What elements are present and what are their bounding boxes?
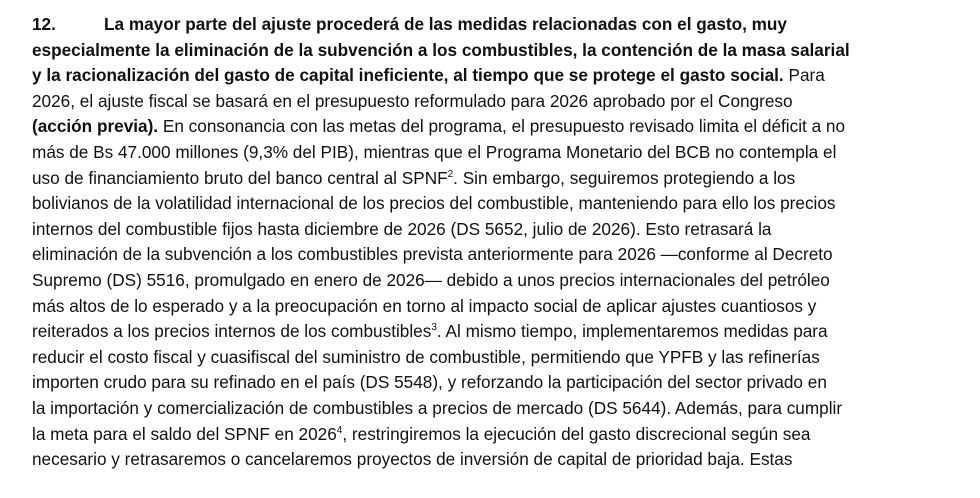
body-text: bolivianos de la volatilidad internacional de los precios del combustible, manteniendo para ello los precios: [32, 193, 836, 214]
text-line: [32, 191, 952, 217]
body-text: , restringiremos la ejecución del gasto discrecional según sea: [342, 423, 811, 444]
text-line: [32, 447, 952, 473]
paragraph-12: [32, 12, 952, 473]
paragraph-number: 12.: [32, 14, 56, 34]
text-line: [32, 396, 952, 422]
body-text: la meta para el saldo del SPNF en 2026: [32, 423, 337, 444]
body-text: Supremo (DS) 5516, promulgado en enero de 2026— debido a unos precios internacionales del petróleo: [32, 269, 830, 290]
text-line: [32, 242, 952, 268]
text-line: [32, 89, 952, 115]
text-line: [32, 294, 952, 320]
text-line: [32, 268, 952, 294]
body-text: más altos de lo esperado y a la preocupación en torno al impacto social de aplicar ajustes cuantiosos y: [32, 295, 817, 316]
text-line: [32, 140, 952, 166]
text-line: [32, 114, 952, 140]
footnote-ref-3[interactable]: 3: [431, 322, 437, 334]
text-line: [32, 12, 952, 38]
bold-lead: especialmente la eliminación de la subvención a los combustibles, la contención de la masa salarial: [32, 39, 850, 60]
body-text: más de Bs 47.000 millones (9,3% del PIB), mientras que el Programa Monetario del BCB no contempla el: [32, 141, 837, 162]
footnote-ref-2[interactable]: 2: [447, 168, 454, 180]
text-line: [32, 422, 952, 448]
footnote-ref-4[interactable]: 4: [336, 424, 343, 436]
body-text: . Al mismo tiempo, implementaremos medidas para: [436, 321, 828, 342]
body-text: Para: [783, 65, 825, 86]
text-line: [32, 63, 952, 89]
body-text: necesario y retrasaremos o cancelaremos proyectos de inversión de capital de prioridad baja. Estas: [32, 449, 793, 470]
text-line: [32, 370, 952, 396]
body-text: internos del combustible fijos hasta diciembre de 2026 (DS 5652, julio de 2026). Esto retrasará la: [32, 218, 772, 239]
body-text: importen crudo para su refinado en el país (DS 5548), y reforzando la participación del sector privado en: [32, 372, 827, 393]
text-line: [32, 217, 952, 243]
text-line: [32, 345, 952, 371]
text-line: [32, 319, 952, 345]
body-text: . Sin embargo, seguiremos protegiendo a los: [453, 167, 796, 188]
body-text: reducir el costo fiscal y cuasifiscal del suministro de combustible, permitiendo que YPFB y las refinerías: [32, 346, 820, 367]
text-line: [32, 166, 952, 192]
body-text: eliminación de la subvención a los combustibles prevista anteriormente para 2026 —conforme al Decreto: [32, 244, 833, 265]
bold-lead: y la racionalización del gasto de capital ineficiente, al tiempo que se protege el gasto social.: [32, 65, 784, 86]
body-text: 2026, el ajuste fiscal se basará en el presupuesto reformulado para 2026 aprobado por el Congreso: [32, 90, 793, 111]
prior-action-label: (acción previa).: [32, 116, 159, 137]
body-text: la importación y comercialización de combustibles a precios de mercado (DS 5644). Además, para cumplir: [32, 397, 843, 418]
text-line: [32, 38, 952, 64]
body-text: reiterados a los precios internos de los combustibles: [32, 321, 432, 342]
body-text: uso de financiamiento bruto del banco central al SPNF: [32, 167, 448, 188]
bold-lead: La mayor parte del ajuste procederá de las medidas relacionadas con el gasto, muy: [104, 14, 787, 34]
body-text: En consonancia con las metas del programa, el presupuesto revisado limita el déficit a no: [158, 116, 846, 137]
